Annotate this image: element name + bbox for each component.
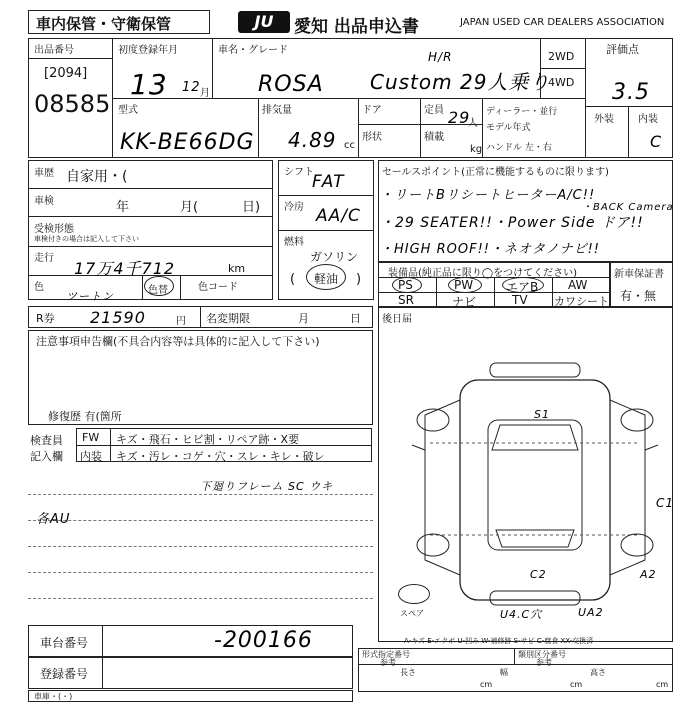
diagram-mark-u4: U4.C穴 [500, 608, 543, 621]
model-value: KK-BE66DG [120, 130, 255, 155]
equip-ps: PS [398, 278, 413, 292]
repair-history: 修復歴 有(箇所 [48, 410, 122, 423]
dealer-label: ディーラー・並行 [486, 107, 558, 117]
inspector-inner-label: 内装 [80, 450, 102, 463]
form-spec-ref: 参考 [380, 658, 396, 667]
inspector-fw-items: キズ・飛石・ヒビ割・リペア跡・X要 [116, 433, 300, 446]
diagram-mark-a2: A2 [640, 568, 657, 581]
inspector-fw-label: FW [82, 431, 100, 444]
model-year-label: モデル年式 [486, 123, 531, 133]
chassis-value: -200166 [214, 628, 313, 653]
height-unit: cm [656, 680, 669, 689]
displacement-value: 4.89 [288, 128, 337, 152]
repaint-label: 色替 [148, 285, 168, 296]
class-number-label: 類別区分番号 [518, 650, 566, 659]
equipment-label: 装備品(純正品に限り◯をつけてください) [388, 268, 577, 279]
selling-point-line3: ・HIGH ROOF!!・ネオタノナビ!! [380, 242, 601, 257]
capacity-label: 定員 [424, 105, 444, 116]
recycle-label: R券 [36, 312, 55, 325]
handle-label: ハンドル 左・右 [486, 143, 552, 153]
handwritten-note-2: 各AU [36, 512, 71, 527]
accept-inspection-label: 受検形態 [34, 224, 74, 235]
diagram-spare-label: スペア [400, 609, 424, 618]
recycle-unit: 円 [176, 316, 186, 327]
fuel-paren-close: ) [356, 272, 362, 287]
registration-month: 12 [182, 80, 201, 95]
length-label: 長さ [400, 668, 416, 677]
shift-value: FAT [312, 172, 345, 192]
inspector-label-2: 記入欄 [30, 450, 63, 463]
inspector-label-1: 検査員 [30, 434, 63, 447]
new-warranty-value: 有・無 [620, 289, 657, 303]
association-jp: 愛知 出品申込書 [294, 17, 419, 37]
car-name-label: 車名・グレード [218, 45, 288, 56]
displacement-label: 排気量 [262, 105, 292, 116]
car-name-value: ROSA [258, 72, 324, 97]
equip-pw-circle [448, 277, 482, 293]
chassis-label: 車台番号 [40, 636, 89, 650]
drive-opt-2wd: 2WD [548, 50, 575, 63]
selling-point-line1: ・リートBリシートヒーターA/C!! [380, 188, 596, 203]
deadline-day: 日 [350, 312, 361, 325]
reg-number-label: 登録番号 [40, 667, 89, 681]
car-damage-diagram [400, 355, 670, 625]
equip-navi: ナビ [452, 295, 477, 309]
height-label: 高さ [590, 668, 606, 677]
storage-notice: 車内保管・守衛保管 [36, 15, 172, 33]
name-change-deadline-label: 名変期限 [206, 312, 250, 325]
evaluation-score: 3.5 [612, 80, 650, 105]
width-unit: cm [570, 680, 583, 689]
drive-opt-4wd: 4WD [548, 76, 575, 89]
lot-label: 出品番号 [34, 45, 74, 56]
diagram-mark-ua2: UA2 [578, 606, 604, 619]
repaint-circle [144, 276, 174, 296]
color-code-label: 色コード [198, 282, 238, 293]
equip-kawa-seat: カワシート [554, 295, 609, 308]
registration-label: 初度登録年月 [118, 45, 178, 56]
inspection-day: 日) [242, 200, 261, 215]
fuel-gasoline: ガソリン [310, 250, 359, 264]
lot-bracket-number: [2094] [44, 66, 88, 81]
evaluation-label: 評価点 [606, 43, 639, 56]
diagram-mark-s1: S1 [534, 408, 550, 421]
new-warranty-label: 新車保証書 [614, 269, 664, 280]
equip-pw: PW [454, 278, 474, 292]
deadline-month: 月 [298, 312, 309, 325]
length-unit: cm [480, 680, 493, 689]
load-unit: kg [470, 144, 483, 155]
interior-label: 内装 [638, 114, 658, 125]
color-value: ツートン [66, 290, 114, 303]
car-grade-value: Custom 29人乗り [370, 70, 551, 94]
handwritten-note-1: 下廻りフレーム SC ウキ [200, 480, 334, 493]
recycle-value: 21590 [90, 308, 146, 327]
after-label: 後日届 [382, 314, 412, 325]
diagram-mark-c2: C2 [530, 568, 547, 581]
equip-tv: TV [512, 293, 528, 307]
capacity-unit: 人 [468, 118, 478, 129]
cooling-label: 冷房 [284, 202, 304, 213]
ju-logo-text: JU [254, 12, 274, 31]
registration-month-unit: 月 [200, 88, 210, 99]
hr-mark: H/R [428, 50, 453, 64]
width-label: 幅 [500, 668, 508, 677]
mileage-value: 17万4千712 [74, 259, 176, 278]
damage-legend: A-キズ E-エクボ U-凹み W-補修跡 S-サビ C-腐食 XX-交換済 [404, 637, 594, 645]
model-label: 型式 [118, 105, 138, 116]
equip-airbag: エアB [506, 280, 539, 294]
mileage-label: 走行 [34, 253, 54, 264]
diesel-circle [306, 264, 346, 290]
capacity-value: 29 [448, 108, 471, 127]
history-value: 自家用・( [66, 169, 128, 185]
equip-sr: SR [398, 293, 414, 307]
cooling-value: AA/C [316, 206, 361, 226]
color-label: 色 [34, 282, 44, 293]
registration-year: 13 [130, 68, 168, 101]
notes-label: 注意事項申告欄(不具合内容等は具体的に記入して下さい) [36, 335, 320, 348]
fuel-label: 燃料 [284, 237, 304, 248]
displacement-unit: cc [344, 140, 355, 151]
inspection-month: 月( [180, 200, 199, 215]
class-ref: 参考 [536, 658, 552, 667]
inspection-label: 車検 [34, 196, 54, 207]
footer-label: 車庫・(・) [34, 692, 73, 701]
lot-number: 08585 [34, 90, 111, 118]
shape-label: 形状 [362, 132, 382, 143]
association-en: JAPAN USED CAR DEALERS ASSOCIATION [460, 17, 665, 28]
fuel-diesel: 軽油 [314, 272, 339, 286]
form-spec-label: 形式指定番号 [362, 650, 410, 659]
inspector-inner-items: キズ・汚レ・コゲ・穴・スレ・キレ・破レ [116, 450, 325, 463]
history-label: 車歴 [34, 168, 54, 179]
mileage-unit: km [228, 262, 246, 275]
accept-inspection-note: 車検付きの場合は記入して下さい [34, 235, 139, 243]
selling-points-label: セールスポイント(正常に機能するものに限ります) [382, 167, 609, 178]
spare-tire-icon [398, 584, 430, 604]
selling-point-line1b: ・BACK Camera [582, 202, 674, 213]
selling-point-line2: ・29 SEATER!!・Power Side ドア!! [380, 215, 644, 231]
doors-label: ドア [362, 105, 382, 116]
interior-value: C [650, 132, 663, 151]
footer-row [28, 690, 353, 702]
equip-ps-circle [392, 277, 422, 293]
equip-airbag-circle [502, 277, 544, 293]
diagram-mark-c1: C1 [656, 496, 675, 510]
inspection-year: 年 [116, 200, 130, 215]
ju-logo [238, 11, 290, 33]
exterior-label: 外装 [594, 114, 614, 125]
fuel-paren-open: ( [290, 272, 296, 287]
shift-label: シフト [284, 167, 314, 178]
equip-aw: AW [568, 278, 588, 292]
load-label: 積載 [424, 132, 444, 143]
